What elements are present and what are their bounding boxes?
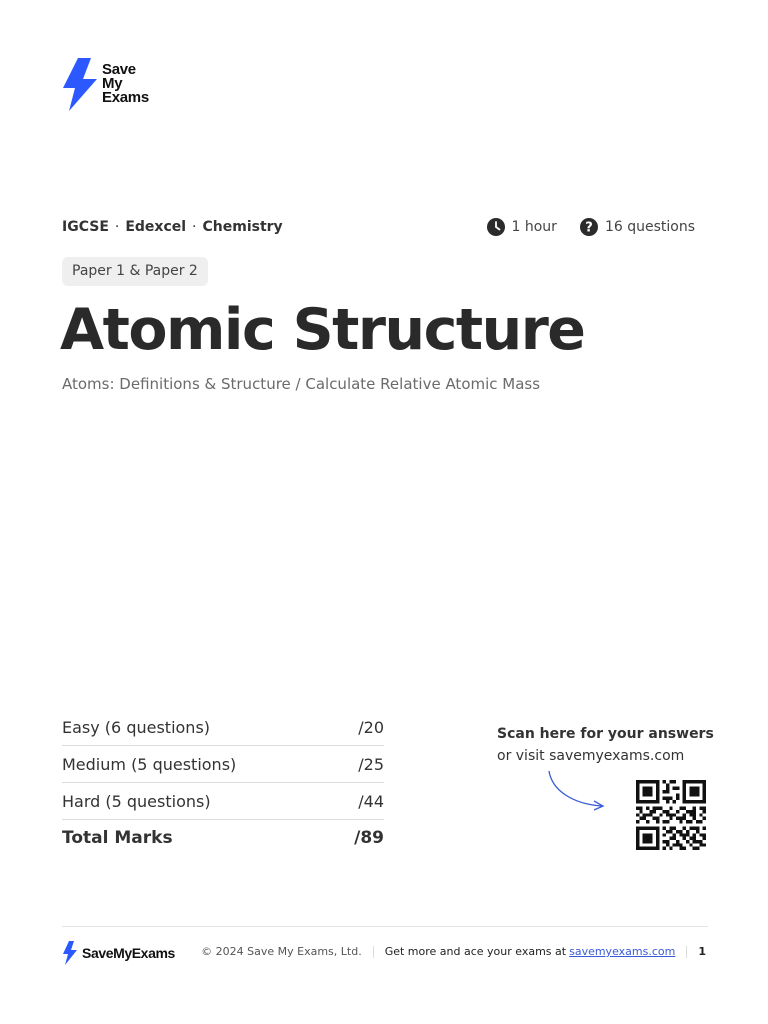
marks-row-label: Medium (5 questions) [62, 754, 237, 774]
duration-text: 1 hour [511, 219, 557, 235]
marks-total-value: /89 [354, 828, 384, 848]
marks-row [62, 746, 384, 783]
breadcrumb-level: IGCSE [62, 219, 109, 235]
page-subtitle: Atoms: Definitions & Structure / Calculate Relative Atomic Mass [62, 375, 541, 393]
logo-line: Exams [102, 89, 149, 106]
marks-row-value: /44 [358, 791, 384, 811]
marks-table [62, 709, 384, 856]
breadcrumb-board: Edexcel [125, 219, 187, 235]
logo-line: My [102, 75, 123, 92]
logo-line: Save [102, 61, 136, 78]
breadcrumb-separator: · [114, 219, 120, 235]
marks-total-row [62, 820, 384, 856]
question-count-text: 16 questions [604, 219, 695, 235]
copyright-text: © 2024 Save My Exams, Ltd. [201, 945, 362, 958]
lightning-bolt-icon [62, 941, 78, 965]
brand-logo [61, 58, 161, 112]
footer-separator [373, 946, 374, 958]
breadcrumb-subject: Chemistry [202, 219, 283, 235]
marks-row-value: /25 [358, 754, 384, 774]
curved-arrow-icon [544, 768, 608, 814]
footer-cta-text: Get more and ace your exams at [384, 945, 567, 958]
scan-headline: Scan here for your answers [497, 726, 714, 742]
lightning-bolt-icon [61, 58, 99, 112]
question-count-info [579, 217, 695, 237]
page-number: 1 [698, 945, 706, 958]
clock-icon [486, 217, 506, 237]
scan-callout [497, 723, 714, 767]
qr-code[interactable] [634, 780, 708, 850]
marks-total-label: Total Marks [62, 828, 173, 848]
footer-separator [686, 946, 687, 958]
question-icon [579, 217, 599, 237]
marks-row [62, 783, 384, 820]
marks-row-label: Hard (5 questions) [62, 791, 211, 811]
paper-badge: Paper 1 & Paper 2 [62, 257, 208, 286]
marks-row-value: /20 [358, 717, 384, 737]
logo-wordmark [102, 63, 149, 105]
footer [62, 941, 708, 967]
page-title: Atomic Structure [60, 297, 585, 363]
marks-row-label: Easy (6 questions) [62, 717, 211, 737]
breadcrumb [62, 219, 283, 235]
footer-info [201, 945, 706, 958]
footer-logo [62, 941, 175, 965]
footer-divider [62, 926, 708, 927]
meta-row [62, 217, 708, 239]
duration-info [486, 217, 557, 237]
exam-info [464, 217, 695, 237]
scan-subtext: or visit savemyexams.com [497, 748, 685, 764]
breadcrumb-separator: · [192, 219, 197, 235]
footer-brand-name: SaveMyExams [82, 945, 175, 961]
footer-website-link[interactable]: savemyexams.com [569, 945, 676, 958]
svg-text:?: ? [585, 220, 593, 236]
marks-row [62, 709, 384, 746]
